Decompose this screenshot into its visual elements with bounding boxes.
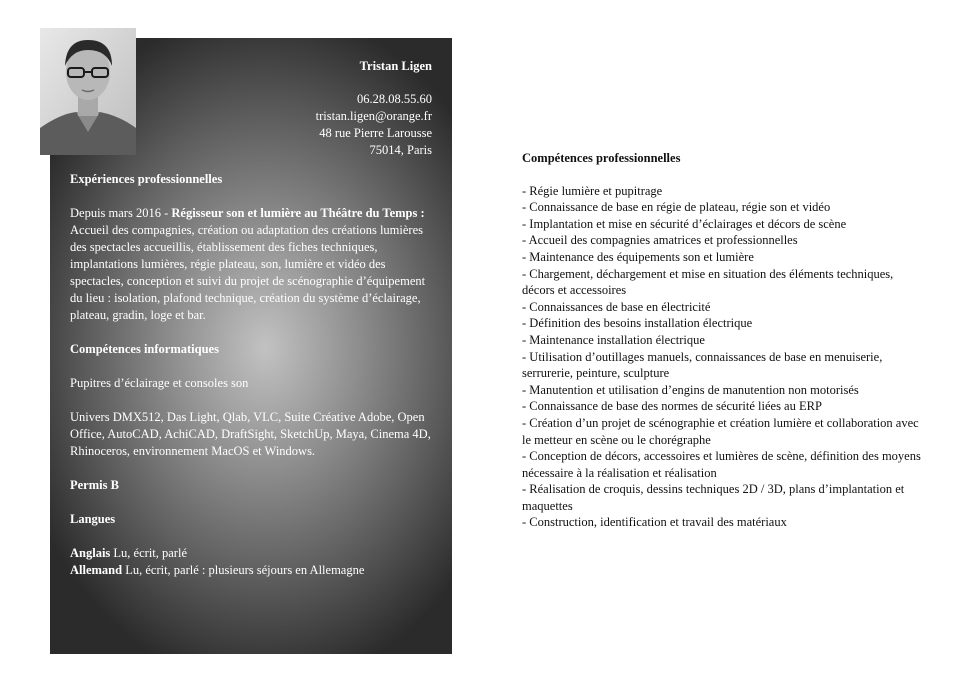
it-skills-line-1: Pupitres d’éclairage et consoles son xyxy=(70,376,249,390)
experience-entry xyxy=(70,205,432,324)
profile-photo xyxy=(40,28,136,155)
list-item: - Maintenance installation électrique xyxy=(522,332,705,347)
list-item: - Maintenance des équipements son et lumière xyxy=(522,249,754,264)
language-item xyxy=(70,545,432,562)
pro-skills-section xyxy=(522,150,922,531)
list-item: - Réalisation de croquis, dessins techniques 2D / 3D, plans d’implantation et maquettes xyxy=(522,482,905,513)
language-item xyxy=(70,562,432,579)
list-item: - Création d’un projet de scénographie et création lumière et collaboration avec le metteur en scène ou le chorégraphe xyxy=(522,415,919,447)
email-address: tristan.ligen@orange.fr xyxy=(315,109,432,123)
experience-role: Régisseur son et lumière au Théâtre du Temps : xyxy=(171,206,425,220)
languages-heading: Langues xyxy=(70,512,116,526)
list-item: - Accueil des compagnies amatrices et professionnelles xyxy=(522,233,798,248)
list-item: - Connaissance de base en régie de plateau, régie son et vidéo xyxy=(522,200,831,215)
experience-date: Depuis mars 2016 - xyxy=(70,206,172,220)
list-item: - Utilisation d’outillages manuels, connaissances de base en menuiserie, serrurerie, peinture, sculpture xyxy=(522,349,883,381)
language-level: Lu, écrit, parlé : plusieurs séjours en Allemagne xyxy=(122,563,365,577)
experience-heading: Expériences professionnelles xyxy=(70,172,223,186)
license: Permis B xyxy=(70,478,119,492)
it-skills-line-3: Rhinoceros, environnement MacOS et Windows. xyxy=(70,444,316,458)
list-item: - Connaissances de base en électricité xyxy=(522,299,711,314)
language-name: Anglais xyxy=(70,546,111,560)
list-item: - Régie lumière et pupitrage xyxy=(522,183,663,198)
list-item: - Conception de décors, accessoires et lumières de scène, définition des moyens nécessaire à la réalisation et réalisation xyxy=(522,449,921,480)
it-skills-heading: Compétences informatiques xyxy=(70,342,219,356)
list-item: - Chargement, déchargement et mise en situation des éléments techniques, décors et accessoires xyxy=(522,266,894,298)
it-skills-line-2: Univers DMX512, Das Light, Qlab, VLC, Suite Créative Adobe, Open Office, AutoCAD, AchiCAD, DraftSight, SketchUp, Maya, Cinema 4D, xyxy=(70,410,431,441)
portrait-illustration xyxy=(40,28,136,155)
cv-content xyxy=(70,171,432,579)
list-item: - Construction, identification et travail des matériaux xyxy=(522,515,787,530)
contact-block xyxy=(316,58,432,159)
person-name: Tristan Ligen xyxy=(359,59,432,73)
pro-skills-heading: Compétences professionnelles xyxy=(522,151,681,165)
language-name: Allemand xyxy=(70,563,123,577)
experience-description: Accueil des compagnies, création ou adaptation des créations lumières des spectacles accueillis, établissement des fiches techniques, implantations lumières, régie plateau, son, lumière et vidéo des spectacles, conception et suivi du projet de scénographie d’équipement du lieu : isolation, plafond technique, création du système d’éclairage, plateau, gradin, loge et bar. xyxy=(70,223,426,322)
street-address: 48 rue Pierre Larousse xyxy=(319,126,432,140)
list-item: - Implantation et mise en sécurité d’éclairages et décors de scène xyxy=(522,216,847,231)
city-address: 75014, Paris xyxy=(369,143,432,157)
language-level: Lu, écrit, parlé xyxy=(110,546,187,560)
list-item: - Manutention et utilisation d’engins de manutention non motorisés xyxy=(522,382,859,397)
pro-skills-list xyxy=(522,183,922,531)
list-item: - Définition des besoins installation électrique xyxy=(522,316,753,331)
phone-number: 06.28.08.55.60 xyxy=(357,92,432,106)
list-item: - Connaissance de base des normes de sécurité liées au ERP xyxy=(522,399,822,414)
